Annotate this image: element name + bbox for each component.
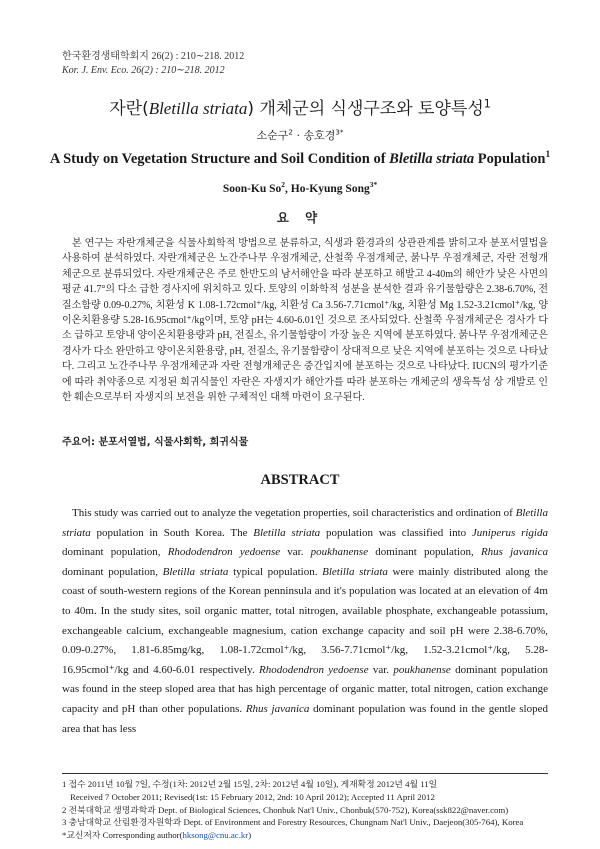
author-separator-english: , — [285, 183, 291, 195]
english-title-end: Population — [474, 151, 546, 167]
footnote-corresponding-author — [62, 829, 548, 842]
korean-abstract-heading: 요 약 — [276, 210, 324, 225]
journal-citation — [62, 50, 244, 77]
author1-english-mark: 2 — [281, 180, 286, 190]
abstract-text: var. — [280, 546, 311, 559]
author-separator: · — [292, 129, 304, 142]
abstract-heading: ABSTRACT — [260, 472, 340, 488]
author2-english-mark: 3* — [369, 180, 378, 190]
korean-title-footnote-mark: 1 — [483, 97, 491, 111]
author2-korean-mark: 3* — [335, 127, 344, 137]
korean-keywords: 주요어: 분포서열법, 식물사회학, 희귀식물 — [62, 437, 249, 448]
korean-title-prefix: 자란( — [109, 99, 149, 119]
species-name: poukhanense — [393, 663, 451, 676]
journal-line-english: Kor. J. Env. Eco. 26(2) : 210∼218. 2012 — [62, 64, 225, 76]
author1-korean: 소순구 — [256, 129, 289, 142]
corresponding-author-close: ) — [248, 830, 252, 841]
species-name: Bletilla striata — [253, 526, 321, 539]
author2-english: Ho-Kyung Song — [290, 183, 370, 195]
abstract-text: dominant population was found in the gentle sloped area that has less — [62, 702, 548, 735]
footnotes — [62, 778, 548, 842]
species-name: Bletilla striata — [322, 565, 388, 578]
english-abstract — [62, 504, 548, 739]
abstract-text: were mainly distributed along the coast of south-western regions of the Korean penninsula and it's population was located at an elevation of 4m to 40m. In the study sites, soil organic matter, total nitrogen, available phosphate, exchangeable potassium, exchangeable calcium, exchangeable magnesium, cation exchange capacity and soil pH were 2.38-6.70%, 0.09-0.27%, 1.81-6.85mg/kg, 1.08-1.72cmol⁺/kg, 3.56-7.71cmol⁺/kg, 1.52-3.21cmol⁺/kg, 5.28-16.95cmol⁺/kg and 4.60-6.01 respectively. — [62, 565, 548, 676]
species-name: Rhododendron yedoense — [167, 546, 281, 559]
english-title-species: Bletilla striata — [389, 151, 475, 167]
korean-authors — [0, 127, 600, 143]
abstract-text: population in South Korea. The — [90, 526, 254, 539]
english-title-footnote-mark: 1 — [545, 150, 551, 161]
korean-title-suffix: ) 개체군의 식생구조와 토양특성 — [247, 99, 484, 119]
footnote-3: 3 충남대학교 산림환경자원학과 Dept. of Environment and Forestry Resources, Chungnam Nat'l Univ., Daejeon(305-764), Korea — [62, 817, 524, 828]
korean-abstract: 본 연구는 자란개체군을 식물사회학적 방법으로 분류하고, 식생과 환경과의 상관관계를 밝히고자 분포서열법을 사용하여 분석하였다. 자란개체군은 노간주나무 우점개체군, 산철쭉 우점개체군, 붉나무 우점개체군, 자란 전형개체군으로 분류되었다. 자란개체군은 주로 한반도의 남서해안을 따라 분포하고 해발고 4-40m의 해안가 낮은 사면의 평균 41.7°의 다소 급한 경사지에 위치하고 있다. 토양의 이화학적 성분을 분석한 결과 유기물함량은 2.38-6.70%, 전질소함량 0.09-0.27%, 치환성 K 1.08-1.72cmol⁺/kg, 치환성 Ca 3.56-7.71cmol⁺/kg, 치환성 Mg 1.52-3.21cmol⁺/kg, 양이온치환용량 5.28-16.95cmol⁺/kg이며, 토양 pH는 4.60-6.01인 것으로 조사되었다. 산철쭉 우점개체군은 경사가 다소 급하고 토양내 양이온치환용량과 pH, 전질소, 유기물함량이 가장 높은 지역에 분포하였다. 붉나무 우점개체군은 경사가 다소 완만하고 양이온치환용량, pH, 전질소, 유기물함량이 상대적으로 낮은 지역에 분포하는 것으로 나타났다. 그리고 노간주나무 우점개체군과 자란 전형개체군은 중간입지에 분포하는 것으로 나타났다. IUCN의 평가기준에 따라 취약종으로 지정된 희귀식물인 자란은 자생지가 해안가를 따라 분포하는 개체군의 생육특성 상 개발로 인한 훼손으로부터 자생지의 보전을 위한 구체적인 대책 마련이 요구된다. — [62, 238, 548, 404]
species-name: Bletilla striata — [62, 507, 548, 539]
abstract-text: dominant population was found in the steep sloped area that has high percentage of organic matter, total nitrogen, cation exchange capacity and pH than other populations. — [62, 663, 548, 715]
abstract-text: This study was carried out to analyze the vegetation properties, soil characteristics and ordination of — [72, 507, 516, 519]
english-title — [0, 151, 600, 168]
korean-title — [0, 94, 600, 119]
english-title-main: A Study on Vegetation Structure and Soil Condition of — [49, 151, 390, 167]
author1-korean-mark: 2 — [288, 127, 293, 137]
corresponding-author-email[interactable]: hksong@cnu.ac.kr — [182, 830, 249, 841]
species-name: Rhododendron yedoense — [259, 663, 369, 676]
author2-korean: 송호경 — [303, 129, 336, 142]
abstract-text: population was classified into — [320, 526, 472, 539]
footnote-divider — [62, 773, 548, 774]
species-name: Juniperus rigida — [471, 526, 548, 539]
abstract-text: typical population. — [228, 565, 323, 578]
author1-english: Soon-Ku So — [222, 183, 282, 195]
abstract-text: dominant population, — [368, 546, 481, 559]
abstract-text: var. — [368, 663, 394, 676]
species-name: Rhus javanica — [480, 546, 548, 559]
english-authors — [0, 180, 600, 195]
footnote-2: 2 전북대학교 생명과학과 Dept. of Biological Sciences, Chonbuk Nat'l Univ., Chonbuk(570-752), Korea(ssk822@naver.com) — [62, 804, 509, 815]
species-name: Bletilla striata — [162, 565, 229, 578]
species-name: poukhanense — [310, 546, 369, 559]
footnote-1-english: Received 7 October 2011; Revised(1st: 15 February 2012, 2nd: 10 April 2012); Accepted 11 April 2012 — [70, 791, 435, 802]
journal-line-korean: 한국환경생태학회지 26(2) : 210∼218. 2012 — [62, 51, 245, 62]
species-name: Rhus javanica — [245, 702, 310, 715]
abstract-text: dominant population, — [62, 565, 163, 578]
corresponding-author-label: *교신저자 Corresponding author( — [62, 830, 183, 841]
footnote-1: 1 접수 2011년 10월 7일, 수정(1차: 2012년 2월 15일, 2차: 2012년 4월 10일), 게재확정 2012년 4월 11일 — [62, 779, 438, 789]
abstract-text: dominant population, — [62, 546, 168, 559]
korean-title-species: Bletilla striata — [148, 99, 248, 118]
